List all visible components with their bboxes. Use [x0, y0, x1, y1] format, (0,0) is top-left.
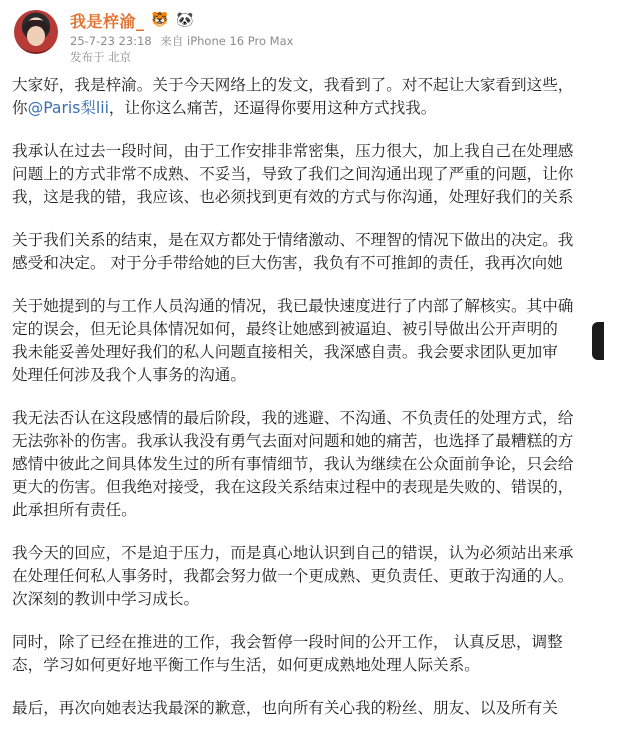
text-segment: 你 [12, 99, 28, 117]
text-line [12, 97, 632, 120]
post-body [12, 74, 632, 740]
text-line: 我，这是我的错，我应该、也必须找到更有效的方式与你沟通，处理好我们的关系 [12, 188, 574, 206]
text-line: 此承担所有责任。 [12, 501, 137, 519]
text-line: 我今天的回应，不是迫于压力，而是真心地认识到自己的错误，认为必须站出来承 [12, 544, 574, 562]
text-line: 最后，再次向她表达我最深的歉意，也向所有关心我的粉丝、朋友、以及所有关 [12, 699, 558, 717]
text-line: 问题上的方式非常不成熟、不妥当，导致了我们之间沟通出现了严重的问题，让你 [12, 165, 574, 183]
text-line: 关于她提到的与工作人员沟通的情况，我已最快速度进行了内部了解核实。其中确 [12, 297, 574, 315]
post-source: 来自 iPhone 16 Pro Max [160, 34, 294, 48]
post-location: 发布于 北京 [70, 50, 132, 64]
text-line: 感受和决定。 对于分手带给她的巨大伤害，我负有不可推卸的责任，我再次向她 [12, 254, 563, 272]
paragraph-8 [12, 697, 632, 720]
user-mention-link[interactable]: @Paris梨lii [27, 99, 109, 117]
text-line: 我承认在过去一段时间，由于工作安排非常密集，压力很大，加上我自己在处理感 [12, 142, 574, 160]
paragraph-2 [12, 140, 632, 209]
paragraph-1 [12, 74, 632, 120]
text-line: 更大的伤害。但我绝对接受，我在这段关系结束过程中的表现是失败的、错误的， [12, 478, 574, 496]
text-line: 在处理任何私人事务时，我都会努力做一个更成熟、更负责任、更敢于沟通的人。 [12, 567, 574, 585]
text-line: 无法弥补的伤害。我承认我没有勇气去面对问题和她的痛苦，也选择了最糟糕的方 [12, 432, 574, 450]
user-avatar[interactable] [14, 10, 58, 54]
text-line: 关于我们关系的结束，是在双方都处于情绪激动、不理智的情况下做出的决定。我 [12, 231, 574, 249]
paragraph-6 [12, 542, 632, 611]
text-line: 定的误会，但无论具体情况如何，最终让她感到被逼迫、被引导做出公开声明的 [12, 320, 558, 338]
text-line: 感情中彼此之间具体发生过的所有事情细节，我认为继续在公众面前争论，只会给 [12, 455, 574, 473]
floating-avatar-edge[interactable] [592, 322, 604, 360]
paragraph-4 [12, 295, 632, 387]
username[interactable]: 我是梓渝_ [70, 11, 145, 31]
post-timestamp: 25-7-23 23:18 [70, 34, 152, 48]
text-line: 大家好，我是梓渝。关于今天网络上的发文，我看到了。对不起让大家看到这些， [12, 76, 574, 94]
animal-badge-icon: 🐯 [151, 12, 169, 28]
paragraph-5 [12, 407, 632, 522]
text-line: 态，学习如何更好地平衡工作与生活，如何更成熟地处理人际关系。 [12, 656, 480, 674]
paragraph-7 [12, 631, 632, 677]
text-line: 处理任何涉及我个人事务的沟通。 [12, 366, 246, 384]
text-line: 我无法否认在这段感情的最后阶段，我的逃避、不沟通、不负责任的处理方式，给 [12, 409, 574, 427]
text-line: 我未能妥善处理好我们的私人问题直接相关，我深感自责。我会要求团队更加审 [12, 343, 558, 361]
post-header [0, 0, 600, 66]
name-row [70, 9, 195, 31]
text-segment: ，让你这么痛苦，还逼得你要用这种方式找我。 [108, 99, 437, 117]
post-meta [70, 34, 298, 49]
avatar-face [27, 26, 45, 46]
paragraph-3 [12, 229, 632, 275]
panda-icon: 🐼 [176, 12, 194, 28]
text-line: 同时，除了已经在推进的工作，我会暂停一段时间的公开工作， 认真反思，调整 [12, 633, 563, 651]
text-line: 次深刻的教训中学习成长。 [12, 590, 200, 608]
